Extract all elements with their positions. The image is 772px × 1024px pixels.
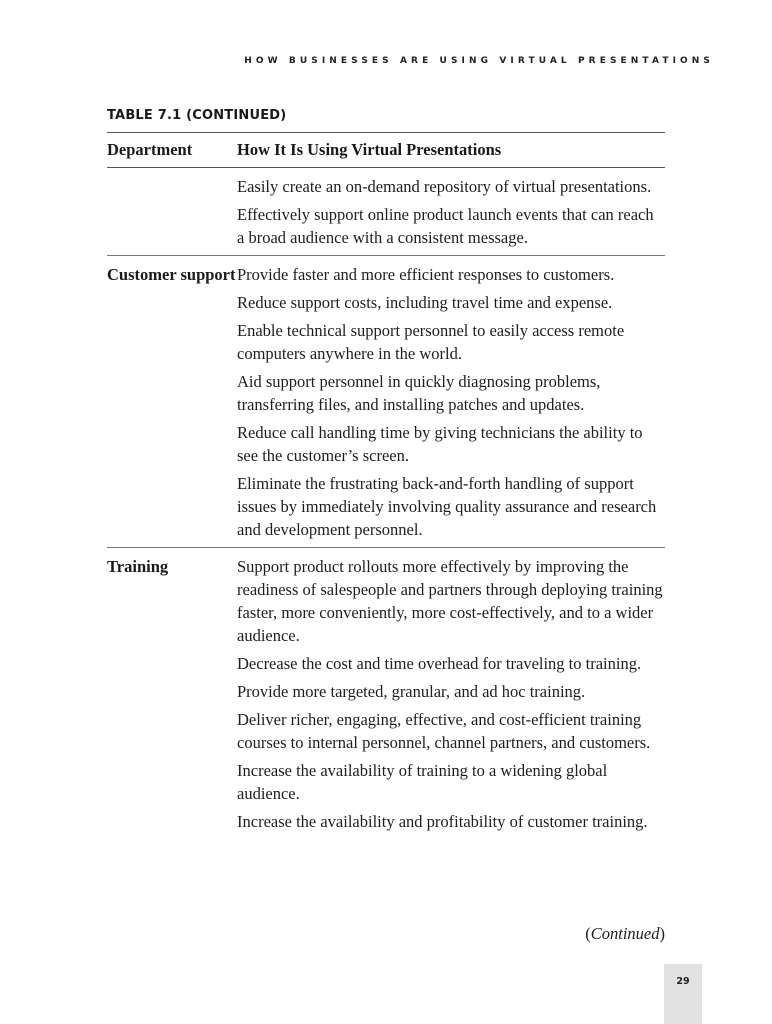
usage-cell <box>237 555 665 833</box>
table-row <box>107 168 665 256</box>
table-row <box>107 548 665 839</box>
page-number-tab <box>664 964 702 1024</box>
usage-item: Increase the availability of training to a widening global audience. <box>237 761 608 803</box>
usage-item: Decrease the cost and time overhead for traveling to training. <box>237 654 642 673</box>
department-cell: Training <box>107 557 169 576</box>
continued-note: (Continued) <box>585 924 665 943</box>
table-header-row <box>107 133 665 168</box>
usage-item: Easily create an on-demand repository of virtual presentations. <box>237 177 652 196</box>
usage-item: Aid support personnel in quickly diagnosing problems, transferring files, and installing patches and updates. <box>237 372 601 414</box>
table-title: TABLE 7.1 (CONTINUED) <box>107 108 287 123</box>
usage-item: Reduce call handling time by giving technicians the ability to see the customer’s screen. <box>237 423 643 465</box>
usage-item: Eliminate the frustrating back-and-forth handling of support issues by immediately involving quality assurance and research and development personnel. <box>237 474 657 539</box>
usage-item: Support product rollouts more effectively by improving the readiness of salespeople and partners through deploying training faster, more conveniently, more cost-effectively, and to a wider audience. <box>237 557 663 645</box>
department-cell <box>107 175 237 249</box>
table-row <box>107 256 665 548</box>
column-header-usage: How It Is Using Virtual Presentations <box>237 140 502 159</box>
running-header: HOW BUSINESSES ARE USING VIRTUAL PRESENTATIONS <box>244 56 714 66</box>
usage-cell <box>237 175 665 249</box>
column-header-department: Department <box>107 140 193 159</box>
page-number: 29 <box>676 976 690 987</box>
department-cell: Customer support <box>107 265 236 284</box>
usage-item: Increase the availability and profitability of customer training. <box>237 812 648 831</box>
usage-item: Effectively support online product launch events that can reach a broad audience with a consistent message. <box>237 205 654 247</box>
usage-item: Deliver richer, engaging, effective, and cost-efficient training courses to internal personnel, channel partners, and customers. <box>237 710 651 752</box>
usage-item: Enable technical support personnel to easily access remote computers anywhere in the world. <box>237 321 625 363</box>
usage-item: Provide faster and more efficient responses to customers. <box>237 265 615 284</box>
usage-cell <box>237 263 665 541</box>
virtual-presentations-table <box>107 132 665 839</box>
usage-item: Provide more targeted, granular, and ad hoc training. <box>237 682 586 701</box>
usage-item: Reduce support costs, including travel time and expense. <box>237 293 613 312</box>
